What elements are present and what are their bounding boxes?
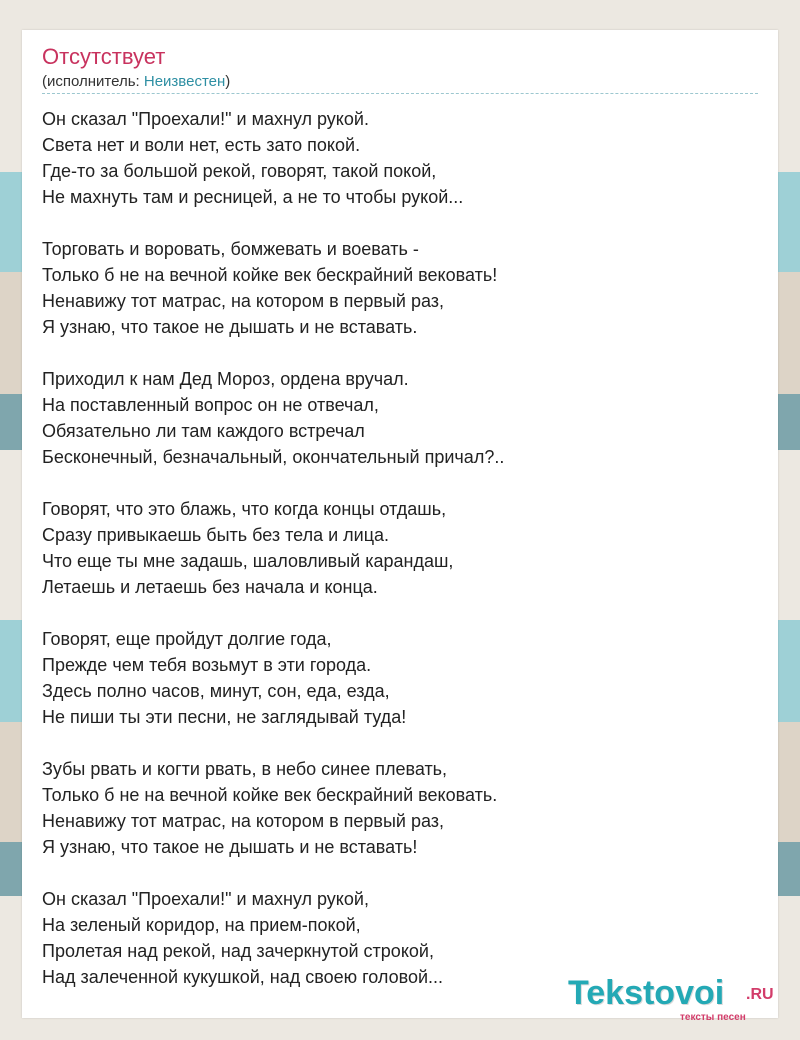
artist-line	[42, 73, 230, 90]
lyrics-line: Не махнуть там и ресницей, а не то чтобы рукой...	[42, 187, 464, 207]
lyrics-line: Пролетая над рекой, над зачеркнутой строкой,	[42, 941, 434, 961]
lyrics-line: Где-то за большой рекой, говорят, такой покой,	[42, 161, 437, 181]
lyrics-line: На зеленый коридор, на прием-покой,	[42, 915, 361, 935]
artist-prefix: (исполнитель:	[42, 73, 144, 90]
lyrics-stanza	[42, 366, 758, 470]
lyrics-line: Летаешь и летаешь без начала и конца.	[42, 577, 378, 597]
lyrics-card	[22, 30, 778, 1023]
lyrics-line: Прежде чем тебя возьмут в эти города.	[42, 655, 372, 675]
lyrics-line: Я узнаю, что такое не дышать и не вставать!	[42, 837, 418, 857]
lyrics-line: Он сказал "Проехали!" и махнул рукой.	[42, 109, 369, 129]
artist-suffix: )	[225, 73, 231, 90]
artist-link[interactable]: Неизвестен	[143, 73, 226, 90]
lyrics-line: На поставленный вопрос он не отвечал,	[42, 395, 379, 415]
lyrics-stanza	[42, 756, 758, 860]
lyrics-line: Приходил к нам Дед Мороз, ордена вручал.	[42, 369, 409, 389]
lyrics-line: Ненавижу тот матрас, на котором в первый раз,	[42, 291, 445, 311]
header-divider	[42, 93, 758, 94]
song-title: Отсутствует	[42, 44, 166, 69]
logo-domain: .RU	[746, 986, 774, 1003]
lyrics-stanza	[42, 626, 758, 730]
logo-wordmark: Tekstovoi	[568, 974, 725, 1012]
site-logo[interactable]	[568, 974, 788, 1024]
lyrics-line: Говорят, еще пройдут долгие года,	[42, 629, 332, 649]
lyrics-line: Я узнаю, что такое не дышать и не вставать.	[42, 317, 418, 337]
lyrics-line: Только б не на вечной койке век бескрайний вековать!	[42, 265, 498, 285]
lyrics-line: Говорят, что это блажь, что когда концы отдашь,	[42, 499, 447, 519]
lyrics-line: Ненавижу тот матрас, на котором в первый раз,	[42, 811, 445, 831]
lyrics-line: Бесконечный, безначальный, окончательный причал?..	[42, 447, 505, 467]
lyrics-line: Зубы рвать и когти рвать, в небо синее плевать,	[42, 759, 448, 779]
lyrics-text	[42, 106, 758, 1016]
lyrics-line: Он сказал "Проехали!" и махнул рукой,	[42, 889, 369, 909]
lyrics-line: Торговать и воровать, бомжевать и воевать -	[42, 239, 419, 259]
lyrics-stanza	[42, 496, 758, 600]
lyrics-line: Только б не на вечной койке век бескрайний вековать.	[42, 785, 498, 805]
lyrics-line: Над залеченной кукушкой, над своею головой...	[42, 967, 444, 987]
lyrics-line: Здесь полно часов, минут, сон, еда, езда,	[42, 681, 390, 701]
lyrics-line: Что еще ты мне задашь, шаловливый карандаш,	[42, 551, 454, 571]
lyrics-line: Света нет и воли нет, есть зато покой.	[42, 135, 361, 155]
lyrics-line: Обязательно ли там каждого встречал	[42, 421, 365, 441]
lyrics-stanza	[42, 106, 758, 210]
logo-tagline: тексты песен	[680, 1012, 746, 1023]
lyrics-stanza	[42, 236, 758, 340]
lyrics-line: Сразу привыкаешь быть без тела и лица.	[42, 525, 390, 545]
lyrics-line: Не пиши ты эти песни, не заглядывай туда!	[42, 707, 407, 727]
